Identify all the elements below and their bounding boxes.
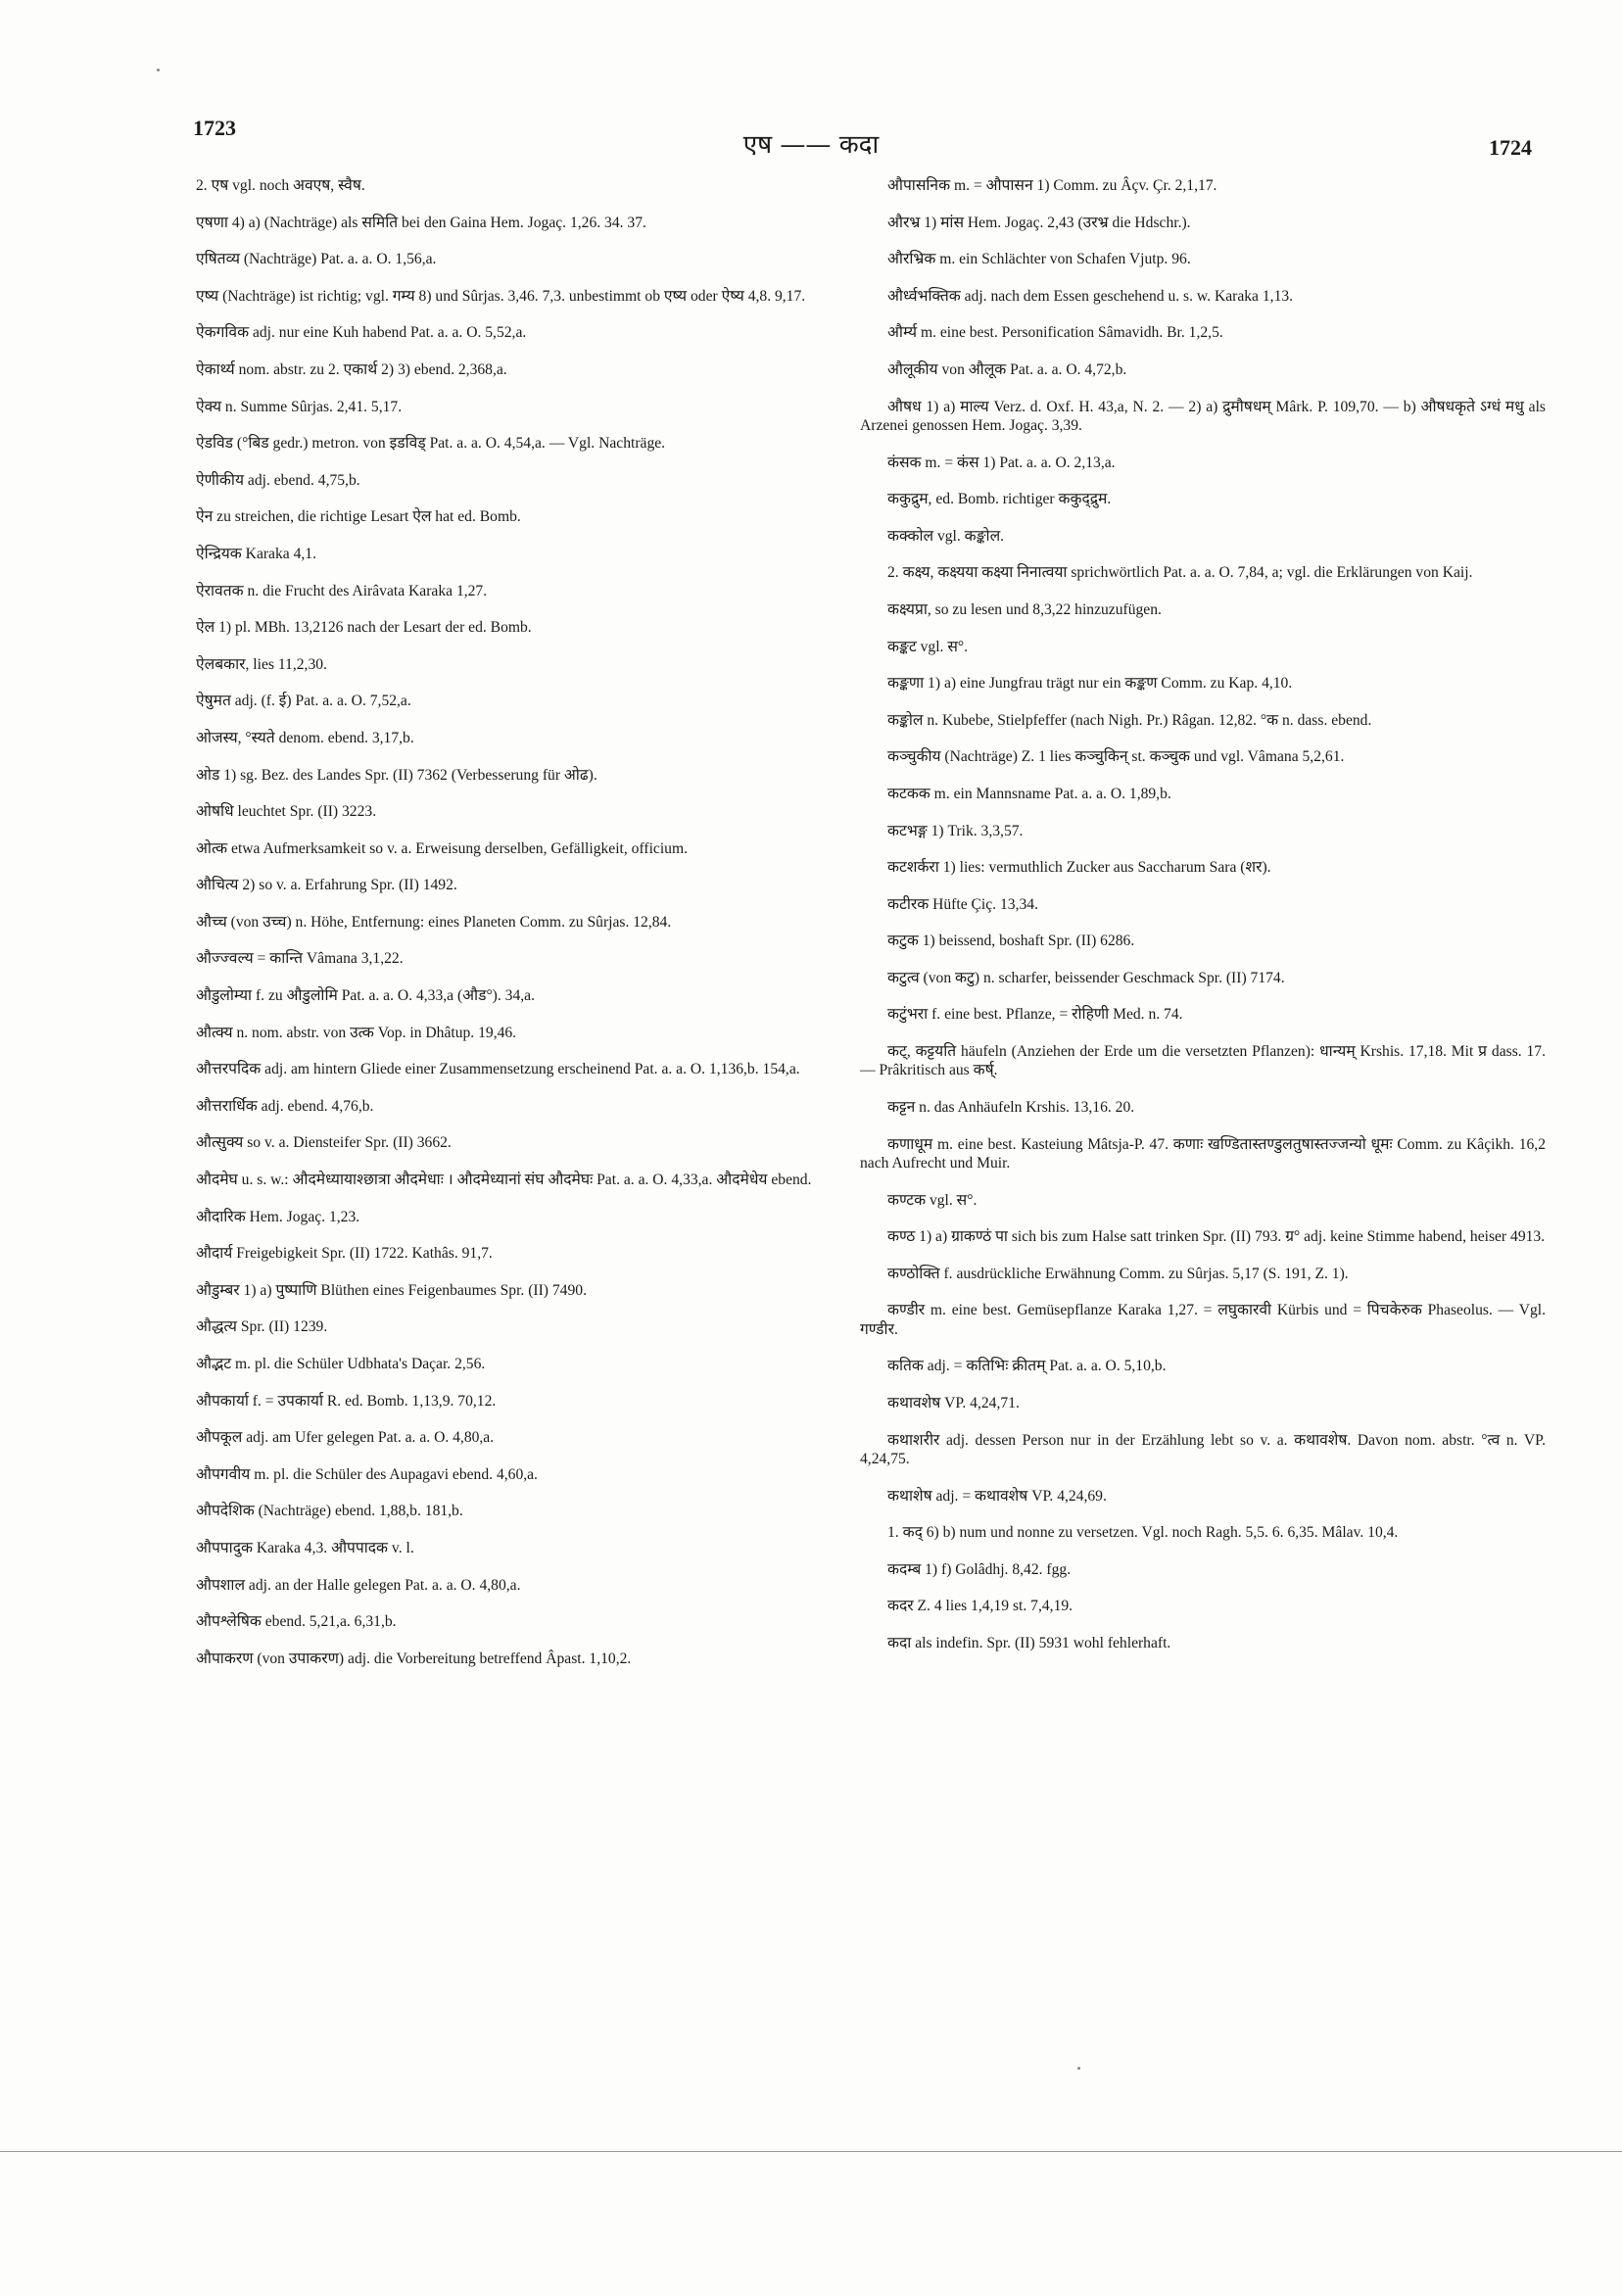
dictionary-entry: 1. कद् 6) b) num und nonne zu versetzen. Vgl. noch Ragh. 5,5. 6. 6,35. Mâlav. 10,4. (887, 1524, 1399, 1542)
dictionary-entry: कण्डीर m. eine best. Gemüsepflanze Karaka 1,27. = लघुकारवी Kürbis und = पिचकेरुक Phaseolus. — Vgl. गण्डीर. (860, 1302, 1546, 1338)
dictionary-entry: कणाधूम m. eine best. Kasteiung Mâtsja-P. 47. कणाः खण्डितास्तण्डुलतुषास्तज्जन्यो धूमः Comm. zu Kâçikh. 16,2 nach Aufrecht und Muir. (860, 1135, 1546, 1172)
dictionary-entry: और्म्य m. eine best. Personification Sâmavidh. Br. 1,2,5. (887, 324, 1223, 342)
dictionary-entry: ऐषुमत adj. (f. ई) Pat. a. a. O. 7,52,a. (196, 693, 411, 710)
dictionary-entry: औपदेशिक (Nachträge) ebend. 1,88,b. 181,b. (196, 1503, 463, 1520)
dictionary-entry: एष्य (Nachträge) ist richtig; vgl. गम्य 8) und Sûrjas. 3,46. 7,3. unbestimmt ob एष्य oder ऐष्य 4,8. 9,17. (196, 287, 806, 305)
dictionary-entry: औपगवीय m. pl. die Schüler des Aupagavi ebend. 4,60,a. (196, 1465, 538, 1483)
dictionary-entry: औच्च (von उच्च) n. Höhe, Entfernung: eines Planeten Comm. zu Sûrjas. 12,84. (196, 913, 672, 931)
dictionary-entry: कङ्कट vgl. स°. (887, 638, 969, 655)
dictionary-entry: ककुद्रुम, ed. Bomb. richtiger ककुद्द्रुम. (887, 491, 1112, 508)
dictionary-entry: ओत्क etwa Aufmerksamkeit so v. a. Erweisung derselben, Gefälligkeit, officium. (196, 839, 688, 857)
dictionary-entry: कक्कोल vgl. कङ्कोल. (887, 527, 1005, 545)
dictionary-entry: कटभङ्ग 1) Trik. 3,3,57. (887, 822, 1024, 839)
dictionary-entry: औचित्य 2) so v. a. Erfahrung Spr. (II) 1492. (196, 877, 457, 894)
dictionary-entry: औत्सुक्य so v. a. Diensteifer Spr. (II) 3662. (196, 1134, 452, 1152)
dictionary-entry: ऐक्य n. Summe Sûrjas. 2,41. 5,17. (196, 398, 403, 415)
dictionary-entry: कञ्चुकीय (Nachträge) Z. 1 lies कञ्चुकिन् st. कञ्चुक und vgl. Vâmana 5,2,61. (887, 748, 1345, 766)
dictionary-entry: औपपादुक Karaka 4,3. औपपादक v. l. (196, 1539, 414, 1556)
dictionary-entry: औपकूल adj. am Ufer gelegen Pat. a. a. O. 4,80,a. (196, 1429, 495, 1447)
dictionary-entry: एषितव्य (Nachträge) Pat. a. a. O. 1,56,a. (196, 251, 437, 268)
page-number-left: 1723 (193, 116, 236, 140)
dictionary-entry: ऐकार्थ्य nom. abstr. zu 2. एकार्थ 2) 3) ebend. 2,368,a. (196, 360, 507, 378)
dictionary-entry: कंसक m. = कंस 1) Pat. a. a. O. 2,13,a. (887, 454, 1116, 471)
dictionary-entry: 2. एष vgl. noch अवएष, स्वैष. (196, 177, 365, 194)
dictionary-entry: औदारिक Hem. Jogaç. 1,23. (196, 1208, 360, 1225)
dictionary-entry: ऐन्द्रियक Karaka 4,1. (196, 545, 316, 562)
dictionary-entry: औत्तरपदिक adj. am hintern Gliede einer Zusammensetzung erscheinend Pat. a. a. O. 1,136,b. 154,a. (196, 1061, 800, 1078)
dictionary-entry: कण्टक vgl. स°. (887, 1191, 978, 1209)
bottom-rule (0, 2151, 1622, 2152)
dictionary-entry: ओड 1) sg. Bez. des Landes Spr. (II) 7362 (Verbesserung für ओढ). (196, 766, 597, 784)
dictionary-entry: औपशाल adj. an der Halle gelegen Pat. a. a. O. 4,80,a. (196, 1576, 521, 1594)
dictionary-entry: कदम्ब 1) f) Golâdhj. 8,42. fgg. (887, 1560, 1072, 1578)
dictionary-entry: औदमेघ u. s. w.: औदमेध्यायाश्छात्रा औदमेधाः । औदमेध्यानां संघ औदमेघः Pat. a. a. O. 4,33,a. औदमेधेय ebend. (196, 1172, 812, 1189)
dictionary-entry: ऐल 1) pl. MBh. 13,2126 nach der Lesart der ed. Bomb. (196, 619, 532, 637)
right-column (860, 176, 1546, 1671)
dictionary-entry: कतिक adj. = कतिभिः क्रीतम् Pat. a. a. O. 5,10,b. (887, 1358, 1167, 1375)
dictionary-entry: और्ध्वभक्तिक adj. nach dem Essen geschehend u. s. w. Karaka 1,13. (887, 287, 1294, 305)
dictionary-entry: औडुलोम्या f. zu औडुलोमि Pat. a. a. O. 4,33,a (औड°). 34,a. (196, 987, 535, 1005)
dictionary-entry: कटकक m. ein Mannsname Pat. a. a. O. 1,89,b. (887, 785, 1171, 802)
dictionary-entry: कटुक 1) beissend, boshaft Spr. (II) 6286. (887, 933, 1135, 950)
dictionary-entry: कङ्कोल n. Kubebe, Stielpfeffer (nach Nigh. Pr.) Râgan. 12,82. °क n. dass. ebend. (887, 711, 1372, 729)
dictionary-entry: औपश्लेषिक ebend. 5,21,a. 6,31,b. (196, 1613, 397, 1631)
dictionary-entry: औत्तरार्धिक adj. ebend. 4,76,b. (196, 1097, 374, 1115)
dictionary-entry: कण्ठोक्ति f. ausdrückliche Erwähnung Comm. zu Sûrjas. 5,17 (S. 191, Z. 1). (887, 1265, 1349, 1282)
dictionary-entry: ऐणीकीय adj. ebend. 4,75,b. (196, 471, 360, 489)
dictionary-entry: औपासनिक m. = औपासन 1) Comm. zu Âçv. Çr. 2,1,17. (887, 177, 1217, 194)
running-head: एष —— कदा (742, 130, 880, 160)
left-column (168, 176, 835, 1686)
dictionary-entry: औदार्य Freigebigkeit Spr. (II) 1722. Kathâs. 91,7. (196, 1245, 493, 1263)
dictionary-entry: कदा als indefin. Spr. (II) 5931 wohl fehlerhaft. (887, 1635, 1171, 1651)
dictionary-entry: औज्ज्वल्य = कान्ति Vâmana 3,1,22. (196, 950, 404, 968)
scan-speck (1077, 2067, 1080, 2070)
dictionary-entry: ओजस्य, °स्यते denom. ebend. 3,17,b. (196, 729, 414, 746)
dictionary-entry: औडुम्बर 1) a) पुष्पाणि Blüthen eines Feigenbaumes Spr. (II) 7490. (196, 1281, 587, 1299)
dictionary-entry: ऐरावतक n. die Frucht des Airâvata Karaka 1,27. (196, 582, 488, 599)
dictionary-entry: कटशर्करा 1) lies: vermuthlich Zucker aus Saccharum Sara (शर). (887, 859, 1271, 877)
dictionary-entry: कण्ठ 1) a) ग्राकण्ठं पा sich bis zum Halse satt trinken Spr. (II) 793. ग्र° adj. keine Stimme habend, heiser 4913. (887, 1228, 1546, 1246)
dictionary-entry: कथाशेष adj. = कथावशेष VP. 4,24,69. (887, 1487, 1107, 1505)
dictionary-entry: कट्, कट्टयति häufeln (Anziehen der Erde um die versetzten Pflanzen): धान्यम् Krshis. 17,18. Mit प्र dass. 17. — Prâkritisch aus कर्ष्. (860, 1043, 1546, 1079)
dictionary-entry: कक्ष्यप्रा, so zu lesen und 8,3,22 hinzuzufügen. (887, 600, 1162, 618)
dictionary-entry: एषणा 4) a) (Nachträge) als समिति bei den Gaina Hem. Jogaç. 1,26. 34. 37. (196, 214, 646, 231)
dictionary-entry: औरभ्रिक m. ein Schlächter von Schafen Vjutp. 96. (887, 251, 1191, 268)
dictionary-entry: कटीरक Hüfte Çiç. 13,34. (887, 895, 1038, 913)
dictionary-entry: ओषधि leuchtet Spr. (II) 3223. (196, 803, 377, 821)
dictionary-entry: ऐडविड (°बिड gedr.) metron. von इडविड् Pat. a. a. O. 4,54,a. — Vgl. Nachträge. (196, 435, 666, 453)
dictionary-entry: 2. कक्ष्य, कक्ष्यया कक्ष्या निनात्वया sprichwörtlich Pat. a. a. O. 7,84, a; vgl. die Erklärungen von Kaij. (887, 564, 1473, 582)
dictionary-entry: औरभ्र 1) मांस Hem. Jogaç. 2,43 (उरभ्र die Hdschr.). (887, 214, 1191, 231)
scan-speck (157, 69, 160, 72)
dictionary-entry: औद्भट m. pl. die Schüler Udbhata's Daçar. 2,56. (196, 1356, 486, 1372)
dictionary-entry: औद्धत्य Spr. (II) 1239. (196, 1318, 328, 1336)
dictionary-entry: ऐलबकार, lies 11,2,30. (196, 655, 327, 673)
dictionary-entry: कटुत्व (von कटु) n. scharfer, beissender Geschmack Spr. (II) 7174. (887, 969, 1285, 986)
dictionary-entry: औपकार्या f. = उपकार्या R. ed. Bomb. 1,13,9. 70,12. (196, 1392, 497, 1410)
dictionary-entry: औषध 1) a) माल्य Verz. d. Oxf. H. 43,a, N. 2. — 2) a) द्रुमौषधम् Mârk. P. 109,70. — b) औषधकृते ऽग्धं मधु als Arzenei genossen Hem. Jogaç. 3,39. (860, 398, 1546, 434)
page-number-right: 1724 (1489, 135, 1532, 160)
dictionary-entry: ऐकगविक adj. nur eine Kuh habend Pat. a. a. O. 5,52,a. (196, 324, 527, 342)
dictionary-entry: कथावशेष VP. 4,24,71. (887, 1395, 1020, 1412)
dictionary-entry: कङ्कणा 1) a) eine Jungfrau trägt nur ein कङ्कण Comm. zu Kap. 4,10. (887, 675, 1293, 693)
dictionary-entry: ऐन zu streichen, die richtige Lesart ऐल hat ed. Bomb. (196, 508, 521, 526)
dictionary-entry: कटुंभरा f. eine best. Pflanze, = रोहिणी Med. n. 74. (887, 1006, 1183, 1024)
dictionary-entry: औलूकीय von औलूक Pat. a. a. O. 4,72,b. (887, 360, 1127, 378)
dictionary-entry: कट्टन n. das Anhäufeln Krshis. 13,16. 20. (887, 1099, 1135, 1117)
dictionary-entry: औपाकरण (von उपाकरण) adj. die Vorbereitung betreffend Âpast. 1,10,2. (196, 1650, 632, 1667)
dictionary-entry: कदर Z. 4 lies 1,4,19 st. 7,4,19. (887, 1598, 1073, 1615)
dictionary-entry: औत्क्य n. nom. abstr. von उत्क Vop. in Dhâtup. 19,46. (196, 1024, 517, 1041)
dictionary-entry: कथाशरीर adj. dessen Person nur in der Erzählung lebt so v. a. कथावशेष. Davon nom. abstr. °त्व n. VP. 4,24,75. (860, 1431, 1546, 1468)
